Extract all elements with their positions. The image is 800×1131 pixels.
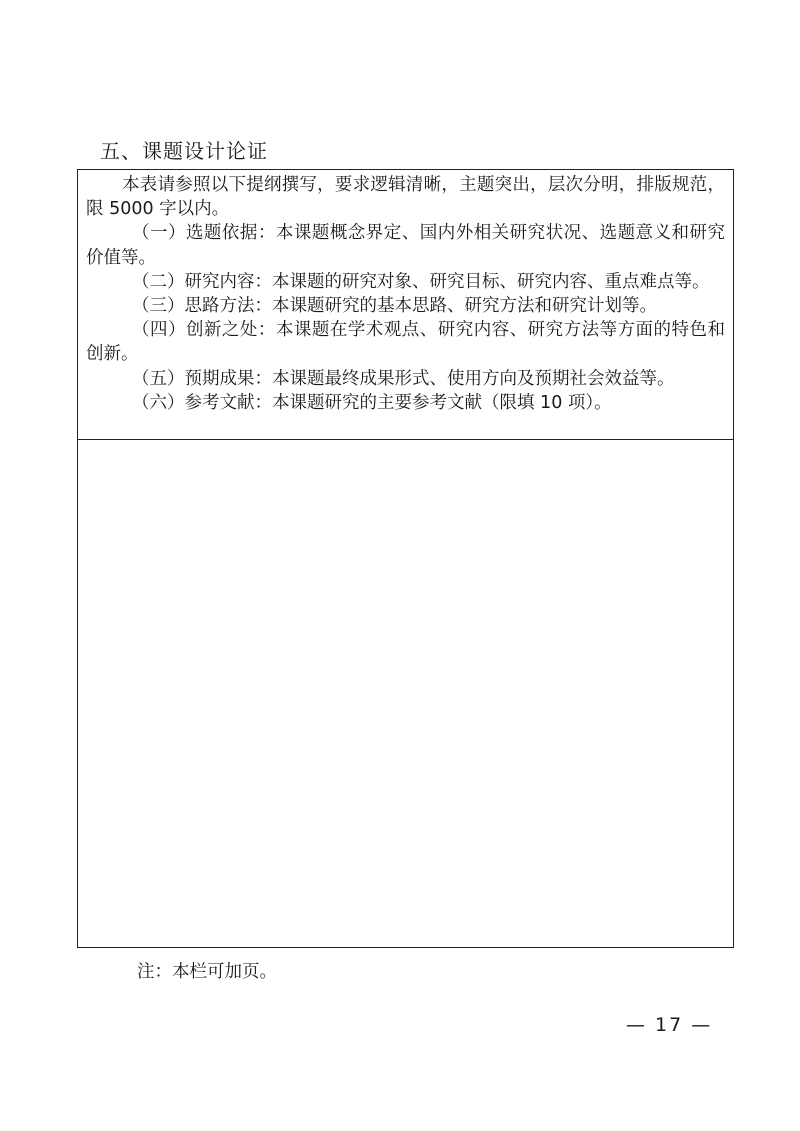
instruction-item-topic-basis: （一）选题依据：本课题概念界定、国内外相关研究状况、选题意义和研究价值等。: [86, 223, 725, 268]
footnote: 注：本栏可加页。: [137, 962, 277, 982]
instructions-cell: [78, 170, 733, 440]
instruction-item-methods: （三）思路方法：本课题研究的基本思路、研究方法和研究计划等。: [132, 296, 657, 317]
instruction-item-research-content: （二）研究内容：本课题的研究对象、研究目标、研究内容、重点难点等。: [132, 271, 710, 292]
instruction-item-references: （六）参考文献：本课题研究的主要参考文献（限填 10 项）。: [132, 392, 612, 413]
instructions-intro: 本表请参照以下提纲撰写，要求逻辑清晰，主题突出，层次分明，排版规范，限 5000 字以内。: [86, 175, 725, 220]
design-argument-form: [77, 169, 734, 948]
instruction-item-expected-results: （五）预期成果：本课题最终成果形式、使用方向及预期社会效益等。: [132, 368, 675, 389]
writing-area[interactable]: [78, 440, 733, 947]
page-number: — 17 —: [626, 1014, 713, 1036]
instruction-item-innovation: （四）创新之处：本课题在学术观点、研究内容、研究方法等方面的特色和创新。: [86, 320, 725, 365]
section-title: 五、课题设计论证: [100, 139, 268, 163]
